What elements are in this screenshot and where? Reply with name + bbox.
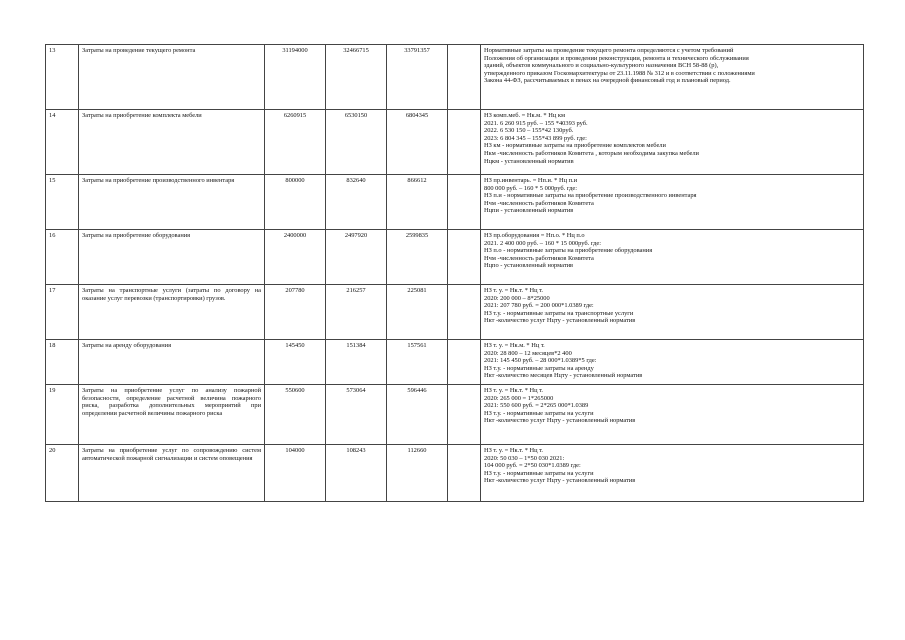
description-line: НЗ т.у. - нормативные затраты на транспортные услуги [484, 309, 634, 317]
description-line: НЗ т.у. - нормативные затраты на услуги [484, 469, 594, 477]
description-line: Положения об организации и проведении реконструкции, ремонта и технического обслуживания [484, 54, 749, 62]
description-line: 2021. 6 260 915 руб. – 155 *40393 руб. [484, 119, 588, 127]
description-line: 2020: 50 030 – 1*50 030 2021: [484, 454, 565, 462]
calculation-description [481, 175, 864, 230]
description-line: 2020: 265 000 = 1*265000 [484, 394, 554, 402]
calculation-description [481, 340, 864, 385]
empty-cell [448, 110, 481, 175]
description-line: Нкт -количество услуг Нцту - установленный норматив [484, 317, 636, 325]
amount-2022: 151384 [326, 340, 387, 385]
amount-2023: 6804345 [387, 110, 448, 175]
amount-2021: 550600 [265, 385, 326, 445]
table-row [46, 285, 864, 340]
table-row [46, 385, 864, 445]
description-line: Нцкм - установленный норматив [484, 157, 574, 165]
empty-cell [448, 175, 481, 230]
description-line: НЗ п.и - нормативные затраты на приобретение производственного инвентаря [484, 192, 697, 200]
calculation-description [481, 445, 864, 502]
row-number: 19 [46, 385, 79, 445]
calculation-description [481, 110, 864, 175]
amount-2021: 145450 [265, 340, 326, 385]
empty-cell [448, 445, 481, 502]
amount-2022: 2497920 [326, 230, 387, 285]
expense-name: Затраты на проведение текущего ремонта [79, 45, 265, 110]
description-line: НЗ пр.оборудования = Нп.о. * Нц п.о [484, 232, 585, 239]
calculation-description [481, 230, 864, 285]
amount-2023: 596446 [387, 385, 448, 445]
empty-cell [448, 285, 481, 340]
empty-cell [448, 230, 481, 285]
description-line: 2021: 550 600 руб. = 2*265 000*1.0389 [484, 402, 589, 410]
amount-2022: 32466715 [326, 45, 387, 110]
description-line: 104 000 руб. = 2*50 030*1.0389 где: [484, 462, 581, 470]
row-number: 18 [46, 340, 79, 385]
table-row [46, 175, 864, 230]
amount-2021: 800000 [265, 175, 326, 230]
amount-2023: 866612 [387, 175, 448, 230]
row-number: 17 [46, 285, 79, 340]
expense-name: Затраты на приобретение комплекта мебели [79, 110, 265, 175]
description-line: Закона 44-ФЗ, рассчитываемых в пенах на очередной финансовый год и плановый период. [484, 77, 731, 85]
description-line: Нормативные затраты на проведение текущего ремонта определяются с учетом требований [484, 47, 734, 54]
description-line: НЗ т. у. = Нк.т. * Нц т. [484, 387, 544, 394]
description-line: Нкт -количество услуг Нцту - установленный норматив [484, 477, 636, 485]
table-row [46, 445, 864, 502]
description-line: НЗ пр.инвентарь. = Нп.и. * Нц п.и [484, 177, 578, 184]
amount-2022: 6530150 [326, 110, 387, 175]
amount-2023: 2599835 [387, 230, 448, 285]
empty-cell [448, 385, 481, 445]
amount-2023: 225081 [387, 285, 448, 340]
expense-name: Затраты на приобретение услуг по сопровождению систем автоматической пожарной сигнализации и систем оповещения [79, 445, 265, 502]
expense-name: Затраты на аренду оборудования [79, 340, 265, 385]
description-line: НЗ т.у. - нормативные затраты на услуги [484, 409, 594, 417]
table-row [46, 45, 864, 110]
description-line: зданий, объектов коммунального и социально-культурного назначения ВСН 58-88 (р), [484, 62, 719, 70]
empty-cell [448, 340, 481, 385]
description-line: 2023: 6 804 345 – 155*43 899 руб. где: [484, 134, 587, 142]
calculation-description [481, 45, 864, 110]
description-line: Нкм -численность работников Комитета , которым необходима закупка мебели [484, 149, 699, 157]
description-line: 2020: 200 000 – 8*25000 [484, 294, 550, 302]
description-line: 2022. 6 530 150 – 155*42 130руб. [484, 127, 574, 135]
table-row [46, 340, 864, 385]
calculation-description [481, 385, 864, 445]
description-line: 2020: 28 800 – 12 месяцев*2 400 [484, 349, 572, 357]
budget-table [45, 44, 864, 502]
amount-2023: 157561 [387, 340, 448, 385]
description-line: Нкт -количество услуг Нцту - установленный норматив [484, 417, 636, 425]
description-line: 2021: 207 780 руб. = 200 000*1.0389 где: [484, 302, 594, 310]
expense-name: Затраты на приобретение производственного инвентаря [79, 175, 265, 230]
description-line: Нчм -численность работников Комитета [484, 254, 594, 262]
row-number: 15 [46, 175, 79, 230]
description-line: Нцпи - установленный норматив [484, 207, 574, 215]
amount-2021: 6260915 [265, 110, 326, 175]
amount-2022: 573064 [326, 385, 387, 445]
amount-2021: 104000 [265, 445, 326, 502]
description-line: НЗ т. у. = Нк.т. * Нц т. [484, 287, 544, 294]
amount-2021: 2400000 [265, 230, 326, 285]
table-row [46, 230, 864, 285]
amount-2023: 112660 [387, 445, 448, 502]
amount-2022: 216257 [326, 285, 387, 340]
calculation-description [481, 285, 864, 340]
description-line: НЗ п.о - нормативные затраты на приобретение оборудования [484, 247, 653, 255]
description-line: НЗ км - нормативные затраты на приобретение комплектов мебели [484, 142, 666, 150]
description-line: 2021: 145 450 руб. – 28 000*1.0389*5 где: [484, 357, 597, 365]
empty-cell [448, 45, 481, 110]
description-line: НЗ т. у. = Нк.м. * Нц т. [484, 342, 545, 349]
description-line: утвержденного приказом Госкомархитектуры от 23.11.1988 № 312 и в соответствии с положениями [484, 69, 755, 77]
expense-name: Затраты на приобретение услуг по анализу пожарной безопасности, определение расчетной величина пожарного риска, разработка дополнительных мероприятий при определении расчетной величины пожарного риска [79, 385, 265, 445]
expense-name: Затраты на приобретение оборудования [79, 230, 265, 285]
description-line: Нчм -численность работников Комитета [484, 199, 594, 207]
description-line: 2021. 2 400 000 руб. – 160 * 15 000руб. где: [484, 239, 601, 247]
row-number: 16 [46, 230, 79, 285]
description-line: НЗ т. у. = Нк.т. * Нц т. [484, 447, 544, 454]
row-number: 14 [46, 110, 79, 175]
description-line: НЗ комп.меб. = Нк.м. * Нц км [484, 112, 565, 119]
amount-2023: 33791357 [387, 45, 448, 110]
expense-name: Затраты на транспортные услуги (затраты по договору на оказание услуг перевозки (транспортировки) грузов. [79, 285, 265, 340]
table-row [46, 110, 864, 175]
amount-2022: 832640 [326, 175, 387, 230]
amount-2022: 108243 [326, 445, 387, 502]
description-line: Нкт -количество месяцев Нцту - установленный норматив [484, 372, 643, 380]
amount-2021: 207780 [265, 285, 326, 340]
row-number: 20 [46, 445, 79, 502]
amount-2021: 31194000 [265, 45, 326, 110]
description-line: НЗ т.у. - нормативные затраты на аренду [484, 364, 594, 372]
description-line: Нцпо - установленный норматив [484, 262, 574, 270]
description-line: 800 000 руб. – 160 * 5 000руб. где: [484, 184, 578, 192]
row-number: 13 [46, 45, 79, 110]
